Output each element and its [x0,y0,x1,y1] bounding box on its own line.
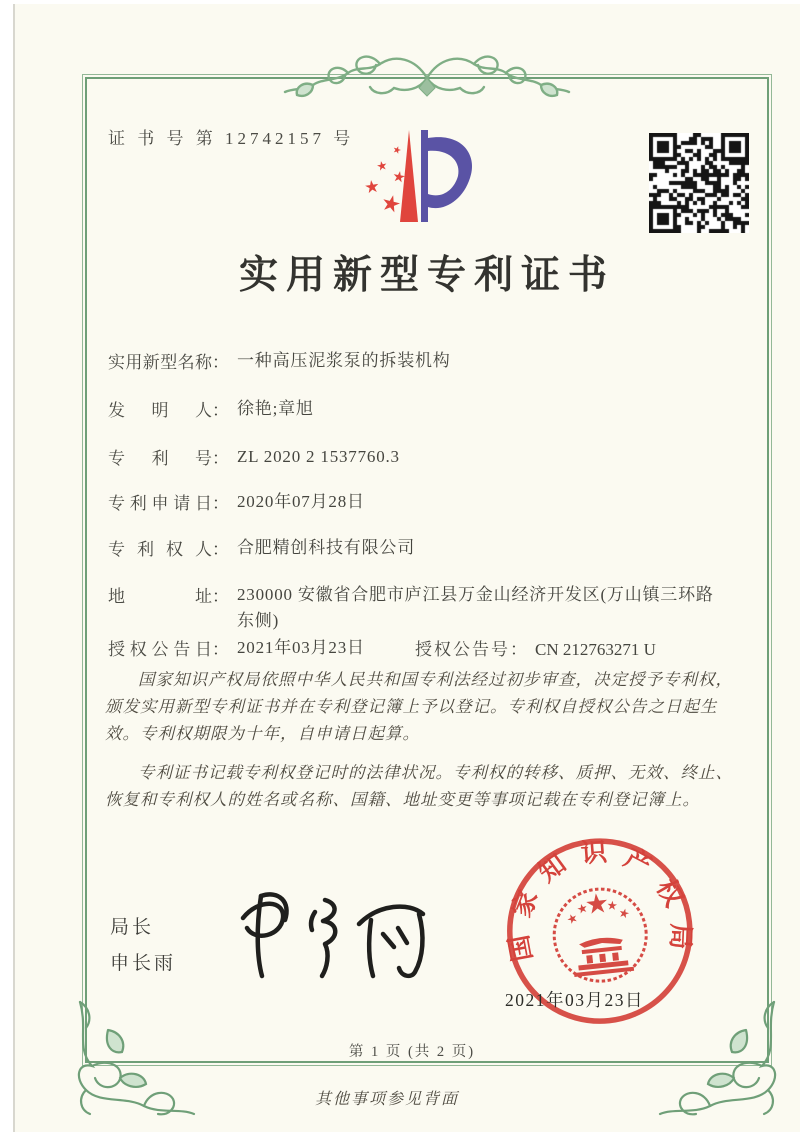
seal-national-emblem [550,885,651,986]
legal-paragraph-1: 国家知识产权局依照中华人民共和国专利法经过初步审查，决定授予专利权，颁发实用新型专利证书并在专利登记簿上予以登记。专利权自授权公告之日起生效。专利权期限为十年，自申请日起算。 [105,670,733,743]
field-label: 授权公告号 [415,640,510,659]
field-row-filing-date: 专利申请日： 2020年07月28日 [108,489,748,515]
page-number: 第 1 页 (共 2 页) [348,1044,476,1060]
field-value: ZL 2020 2 1537760.3 [237,447,400,466]
field-value: 2020年07月28日 [237,492,365,511]
cnipa-logo [347,120,479,238]
field-value: 230000 安徽省合肥市庐江县万金山经济开发区(万山镇三环路东侧) [237,585,714,630]
certificate-number: 证 书 号 第 12742157 号 [108,129,355,148]
field-value: 合肥精创科技有限公司 [237,538,415,557]
field-row-patent-number: 专利号： ZL 2020 2 1537760.3 [108,444,748,470]
legal-paragraph-2: 专利证书记载专利权登记时的法律状况。专利权的转移、质押、无效、终止、恢复和专利权人的姓名或名称、国籍、地址变更等事项记载在专利登记簿上。 [105,763,733,809]
top-border-ornament [277,44,577,112]
field-value: 一种高压泥浆泵的拆装机构 [237,351,451,370]
field-label: 实用新型名称 [108,353,212,372]
field-row-name: 实用新型名称： 一种高压泥浆泵的拆装机构 [108,348,748,374]
field-label: 发明人 [108,401,212,420]
field-value: 2021年03月23日 [237,638,365,657]
field-value: 徐艳;章旭 [237,399,314,418]
field-row-address: 地址： 230000 安徽省合肥市庐江县万金山经济开发区(万山镇三环路东侧) [108,582,748,634]
logo-stars [364,145,405,213]
field-row-inventor: 发明人： 徐艳;章旭 [108,396,748,422]
director-signature [227,876,439,991]
director-name: 申长雨 [110,953,177,974]
legal-text [105,666,743,825]
field-grant-number: 授权公告号： CN 212763271 U [415,640,656,659]
back-side-note: 其他事项参见背面 [314,1091,459,1108]
logo-p-letter [421,130,472,222]
director-title: 局长 [110,917,155,938]
field-row-grant: 授权公告日： 2021年03月23日 授权公告号： CN 212763271 U [108,635,748,661]
field-label: 专利申请日 [108,494,212,513]
certificate-title: 实用新型专利证书 [238,254,615,297]
field-label: 专利号 [108,449,212,468]
seal-text: 国家知识产权局 [504,837,696,964]
field-label: 专利权人 [108,540,212,559]
field-value: CN 212763271 U [535,640,656,659]
certificate-paper [13,4,800,1132]
qr-code [649,133,749,233]
field-row-patentee: 专利权人： 合肥精创科技有限公司 [108,535,748,561]
field-label: 授权公告日 [108,640,212,659]
field-label: 地址 [108,587,212,606]
seal-date: 2021年03月23日 [505,990,644,1010]
